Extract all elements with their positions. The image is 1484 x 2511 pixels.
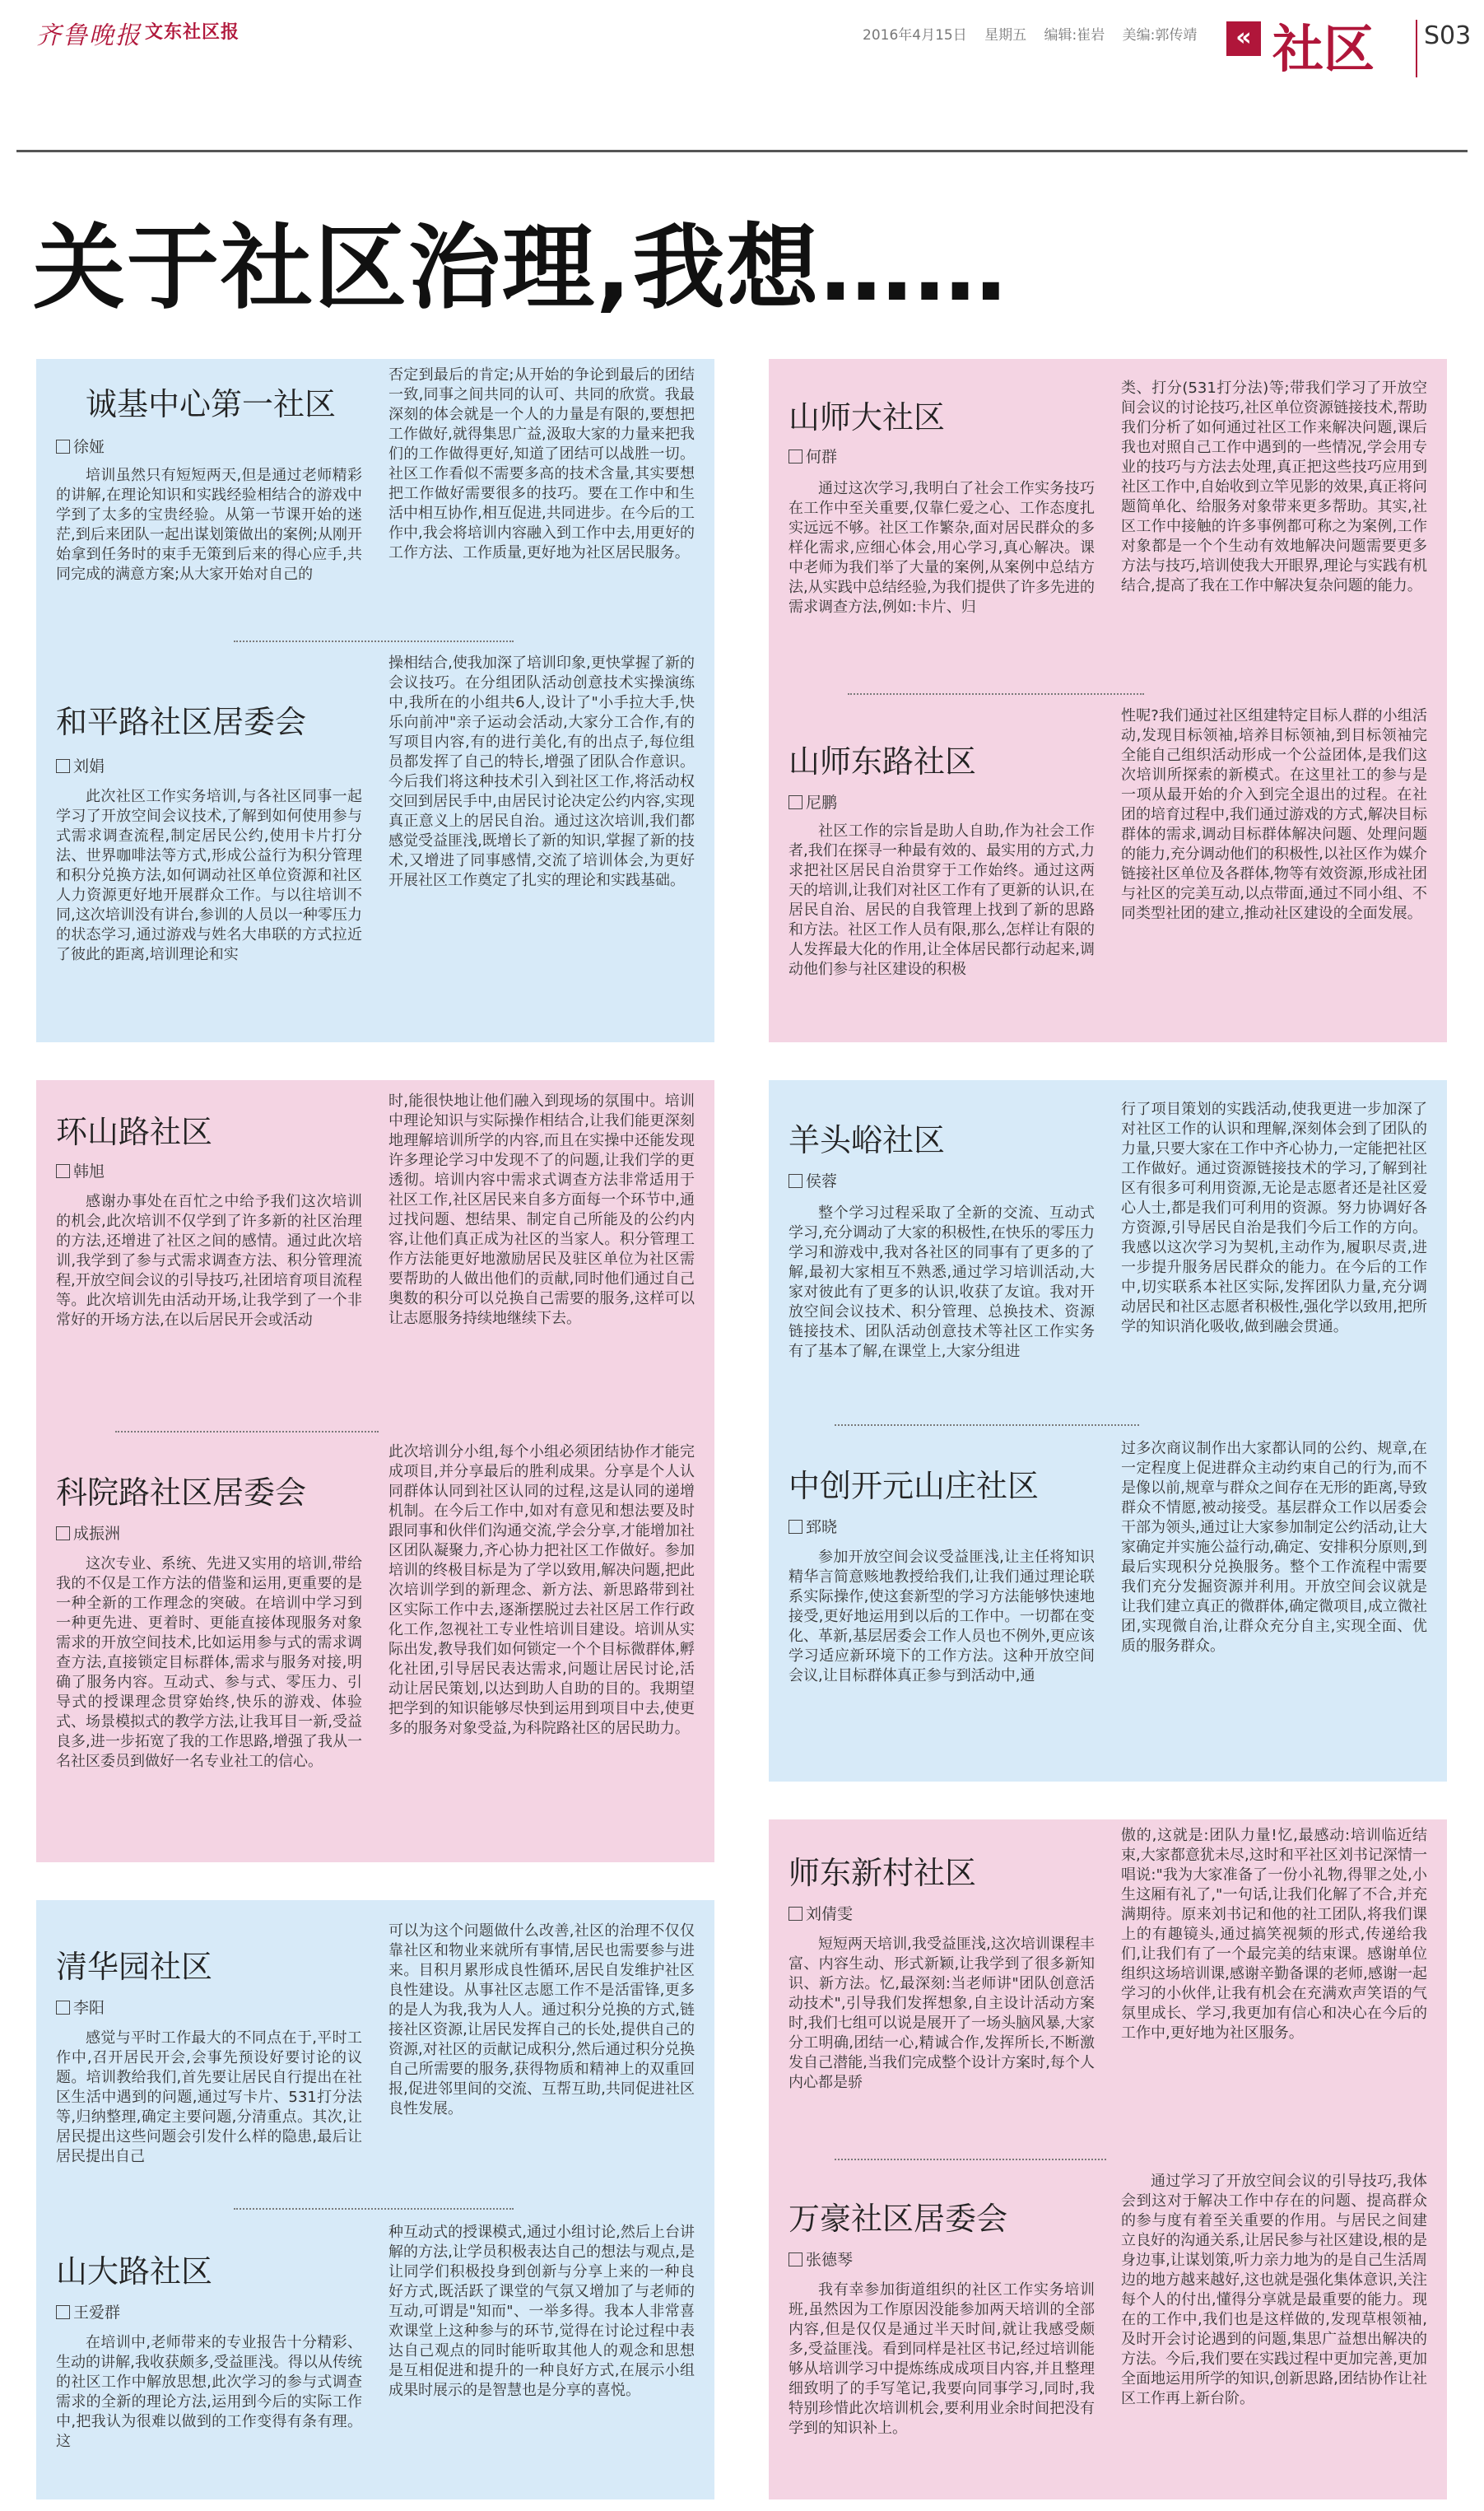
article-body-col2: 行了项目策划的实践活动,使我更进一步加深了对社区工作的认识和理解,深刻体会到了团队的力量,只要大家在工作中齐心协力,一定能把社区工作做好。通过资源链接技术的学习,了解到社区有很多可利用资源,无论是志愿者还是社区爱心人士,都是我们可利用的资源。努力协调好各方资源,引导居民自治是我们今后工作的方向。我感以这次学习为契机,主动作为,履职尽责,进一步提升服务居民群众的能力。在今后的工作中,切实联系本社区实际,发挥团队力量,充分调动居民和社区志愿者积极性,强化学以致用,把所学的知识消化吸收,做到融会贯通。 bbox=[1121, 1101, 1427, 1335]
article-author: 徐娅 bbox=[56, 435, 105, 457]
article-author: 韩旭 bbox=[56, 1159, 105, 1181]
article-author: 王爱群 bbox=[56, 2300, 120, 2322]
article-body-col1: 这次专业、系统、先进又实用的培训,带给我的不仅是工作方法的借鉴和运用,更重要的是一种全新的工作理念的突破。在培训中学习到一种更先进、更着时、更能直接体现服务对象需求的开放空间技术,比如运用参与式的需求调查方法,直接锁定目标群体,需求与服务对接,明确了服务内容。互动式、参与式、零压力、引导式的授课理念贯穿始终,快乐的游戏、体验式、场景模拟式的教学方法,让我耳目一新,受益良多,进一步拓宽了我的工作思路,增强了我从一名社区委员到做好一名专业社工的信心。 bbox=[56, 1555, 362, 1770]
article-title: 和平路社区居委会 bbox=[56, 704, 307, 740]
article-divider bbox=[835, 1424, 1139, 1426]
article-shanshidonglu bbox=[769, 705, 1447, 1039]
article-author: 刘倩雯 bbox=[789, 1902, 853, 1924]
article-title: 万豪社区居委会 bbox=[789, 2201, 1008, 2237]
header-divider bbox=[1416, 20, 1417, 77]
article-title: 清华园社区 bbox=[56, 1949, 213, 1985]
author-square-icon bbox=[56, 759, 70, 773]
article-body-col1: 参加开放空间会议受益匪浅,让主任将知识精华言简意赅地教授给我们,让我们通过理论联系实际操作,使这套新型的学习方法能够快速地接受,更好地运用到以后的工作中。一切都在变化、革新,基层居委会工作人员也不例外,更应该学习适应新环境下的工作方法。这种开放空间会议,让目标群体真正参与到活动中,通 bbox=[789, 1549, 1095, 1684]
sub-brand: 文东社区报 bbox=[145, 22, 240, 43]
article-body-col1: 培训虽然只有短短两天,但是通过老师精彩的讲解,在理论知识和实践经验相结合的游戏中学到了太多的宝贵经验。从第一节课开始的迷茫,到后来团队一起出谋划策做出的案例;从刚开始拿到任务时的束手无策到后来的得心应手,共同完成的满意方案;从大家开始对自己的 bbox=[56, 467, 362, 583]
article-body-col1: 整个学习过程采取了全新的交流、互动式学习,充分调动了大家的积极性,在快乐的零压力学习和游戏中,我对各社区的同事有了更多的了解,最初大家相互不熟悉,通过学习培训活动,大家对彼此有了更多的认识,收获了友谊。我对开放空间会议技术、积分管理、总换技术、资源链接技术、团队活动创意技术等社区工作实务有了基本了解,在课堂上,大家分组进 bbox=[789, 1204, 1095, 1360]
page-header bbox=[0, 0, 1484, 91]
article-yangtouyu bbox=[769, 1080, 1447, 1409]
article-divider bbox=[234, 641, 514, 642]
page-number: S03 bbox=[1424, 21, 1472, 50]
author-square-icon bbox=[56, 1526, 70, 1540]
article-body-col1: 感谢办事处在百忙之中给予我们这次培训的机会,此次培训不仅学到了许多新的社区治理的方法,还增进了社区之间的感情。通过此次培训,我学到了参与式需求调查方法、积分管理流程,开放空间会议的引导技巧,社团培育项目流程等。此次培训先由活动开场,让我学到了一个非常好的开场方法,在以后居民开会或活动 bbox=[56, 1193, 362, 1329]
article-body-col1: 通过这次学习,我明白了社会工作实务技巧在工作中至关重要,仅靠仁爱之心、工作态度扎实远远不够。社区工作繁杂,面对居民群众的多样化需求,应细心体会,用心学习,真心解决。课中老师为我们举了大量的案例,从案例中总结方法,从实践中总结经验,为我们提供了许多先进的需求调查方法,例如:卡片、归 bbox=[789, 480, 1095, 616]
article-author: 李阳 bbox=[56, 1996, 105, 2018]
issue-designer: 美编:郭传靖 bbox=[1122, 27, 1198, 44]
author-square-icon bbox=[789, 795, 802, 809]
article-title: 环山路社区 bbox=[56, 1114, 213, 1150]
article-body-col1: 社区工作的宗旨是助人自助,作为社会工作者,我们在探寻一种最有效的、最实用的方式,力求把社区居民自治贯穿于工作始终。通过这两天的培训,让我们对社区工作有了更新的认识,在居民自治、居民的自我管理上找到了新的思路和方法。社区工作人员有限,那么,怎样让有限的人发挥最大化的作用,让全体居民都行动起来,调动他们参与社区建设的积极 bbox=[789, 822, 1095, 978]
article-body-col2: 性呢?我们通过社区组建特定目标人群的小组活动,发现目标领袖,培养目标领袖,到目标领袖完全能自己组织活动形成一个公益团体,是我们这次培训所探索的新模式。在这里社工的参与是一项从最开始的介入到完全退出的过程。在社团的培育过程中,我们通过游戏的方式,解决目标群体的需求,调动目标群体解决问题、处理问题的能力,充分调动他们的积极性,以社区作为媒介链接社区单位及各群体,物等有效资源,形成社团与社区的完美互动,以点带面,通过不同小组、不同类型社团的建立,推动社区建设的全面发展。 bbox=[1121, 707, 1427, 922]
author-square-icon bbox=[56, 2305, 70, 2319]
article-box-6 bbox=[769, 1819, 1447, 2499]
article-wanhao bbox=[769, 2165, 1447, 2498]
article-body-col2: 此次培训分小组,每个小组必须团结协作才能完成项目,并分享最后的胜利成果。分享是个人认同群体认同到社区认同的过程,这是认同的递增机制。在今后工作中,如对有意见和想法要及时跟同事和伙伴们沟通交流,学会分享,才能增加社区团队凝聚力,齐心协力把社区工作做好。参加培训的终极目标是为了学以致用,解决问题,把此次培训学到的新理念、新方法、新思路带到社区实际工作中去,逐渐摆脱过去社区居工作行政化工作,忽视社工专业性培训目建设。培训从实际出发,教导我们如何锁定一个个目标微群体,孵化社团,引导居民表达需求,问题让居民讨论,活动让居民策划,以达到助人自助的目的。我期望把学到的知识能够尽快到运用到项目中去,使更多的服务对象受益,为科院路社区的居民助力。 bbox=[388, 1443, 695, 1737]
section-chevron-icon: « bbox=[1226, 21, 1261, 56]
article-body-col2: 时,能很快地让他们融入到现场的氛围中。培训中理论知识与实际操作相结合,让我们能更深刻地理解培训所学的内容,而且在实操中还能发现许多理论学习中发现不了的问题,让我们学的更透彻。培训内容中需求式调查方法非常适用于社区工作,社区居民来自多方面每一个环节中,通过找问题、想结果、制定自己所能及的公约内容,让他们真正成为社区的当家人。积分管理工作方法能更好地激励居民及驻区单位为社区需要帮助的人做出他们的贡献,同时他们通过自己奥数的积分可以兑换自己需要的服务,这样可以让志愿服务持续地继续下去。 bbox=[388, 1092, 695, 1327]
article-divider bbox=[115, 1431, 379, 1433]
author-square-icon bbox=[789, 1520, 802, 1534]
article-body-col2: 种互动式的授课模式,通过小组讨论,然后上台讲解的方法,让学员积极表达自己的想法与观点,是让同学们积极投身到创新与分享上来的一种良好方式,既活跃了课堂的气氛又增加了与老师的互动,可谓是"知而"、一举多得。我本人非常喜欢课堂上这种参与的环节,觉得在讨论过程中表达自己观点的同时能听取其他人的观念和思想是互相促进和提升的一种良好方式,在展示小组成果时展示的是智慧也是分享的喜悦。 bbox=[388, 2224, 695, 2399]
article-body-col2: 可以为这个问题做什么改善,社区的治理不仅仅靠社区和物业来就所有事情,居民也需要参与进来。目积月累形成良性循环,居民自发维护社区良性建设。从事社区志愿工作不是活雷锋,更多的是人为我,我为人人。通过积分兑换的方式,链接社区资源,让居民发挥自己的长处,提供自己的资源,对社区的贡献记成积分,然后通过积分兑换自己所需要的服务,获得物质和精神上的双重回报,促进邻里间的交流、互帮互助,共同促进社区良性发展。 bbox=[388, 1922, 695, 2117]
issue-editor: 编辑:崔岩 bbox=[1044, 27, 1105, 44]
issue-date: 2016年4月15日 bbox=[863, 27, 967, 44]
article-title: 科院路社区居委会 bbox=[56, 1474, 307, 1511]
article-author: 何群 bbox=[789, 445, 837, 467]
article-keyuanlu bbox=[36, 1442, 714, 1859]
article-body-col1: 此次社区工作实务培训,与各社区同事一起学习了开放空间会议技术,了解到如何使用参与式需求调查流程,制定居民公约,使用卡片打分法、世界咖啡法等方式,形成公益行为积分管理和积分兑换方法,如何调动社区单位资源和社区人力资源更好地开展群众工作。与以往培训不同,这次培训没有讲台,参训的人员以一种零压力的状态学习,通过游戏与姓名大串联的方式拉近了彼此的距离,培训理论和实 bbox=[56, 788, 362, 963]
author-square-icon bbox=[56, 440, 70, 454]
article-author: 尼鹏 bbox=[789, 790, 837, 813]
author-square-icon bbox=[789, 1907, 802, 1921]
author-square-icon bbox=[789, 1174, 802, 1188]
header-rule bbox=[16, 150, 1468, 152]
article-body-col2: 傲的,这就是:团队力量!忆,最感动:培训临近结束,大家都意犹未尽,这时和平社区刘书记深情一唱说:"我为大家准备了一份小礼物,得罪之处,小生这厢有礼了,"一句话,让我们化解了不合,并充满期待。原来刘书记和他的社工团队,将我们课上的有趣镜头,通过搞笑视频的形式,传递给我们,让我们有了一个最完美的结束课。感谢单位组织这场培训课,感谢辛勤备课的老师,感谢一起学习的小伙伴,让我有机会在充满欢声笑语的气氛里成长、学习,我更加有信心和决心在今后的工作中,更好地为社区服务。 bbox=[1121, 1827, 1427, 2042]
article-title: 山大路社区 bbox=[56, 2253, 213, 2290]
article-zhongchuang bbox=[769, 1434, 1447, 1780]
author-square-icon bbox=[789, 2252, 802, 2266]
article-author: 张德琴 bbox=[789, 2248, 853, 2270]
issue-weekday: 星期五 bbox=[984, 27, 1027, 44]
article-title: 山师东路社区 bbox=[789, 743, 977, 780]
article-title: 诚基中心第一社区 bbox=[86, 386, 337, 422]
article-shandalu bbox=[36, 2218, 714, 2498]
article-body-col2: 否定到最后的肯定;从开始的争论到最后的团结一致,同事之间共同的认可、共同的欣赏。我最深刻的体会就是一个人的力量是有限的,要想把工作做好,就得集思广益,汲取大家的力量来把我们的工作做得更好,知道了团结可以战胜一切。社区工作看似不需要多高的技术含量,其实要想把工作做好需要很多的技巧。要在工作中和生活中相互协作,相互促进,共同进步。在今后的工作中,我会将培训内容融入到工作中去,用更好的工作方法、工作质量,更好地为社区居民服务。 bbox=[388, 366, 695, 561]
article-box-3 bbox=[36, 1080, 714, 1862]
article-huanshanlu bbox=[36, 1080, 714, 1426]
issue-meta bbox=[863, 23, 1210, 44]
newspaper-logo: 齐鲁晚报 bbox=[36, 21, 142, 50]
article-body-col2: 过多次商议制作出大家都认同的公约、规章,在一定程度上促进群众主动约束自己的行为,而不是像以前,规章与群众之间存在无形的距离,导致群众不情愿,被动接受。基层群众工作以居委会干部为领头,通过让大家参加制定公约活动,让大家确定并实施公益行动,确定、安排积分原则,到最后实现积分兑换服务。整个工作流程中需要我们充分发掘资源并利用。开放空间会议就是让我们建立真正的微群体,确定微项目,成立微社团,实现微自治,让群众充分自主,实现全面、优质的服务群众。 bbox=[1121, 1440, 1427, 1655]
article-body-col1: 我有幸参加街道组织的社区工作实务培训班,虽然因为工作原因没能参加两天培训的全部内容,但是仅仅是通过半天时间,就让我感受颇多,受益匪浅。看到同样是社区书记,经过培训能够从培训学习中提炼练成成项目内容,并且整理细致明了的手写笔记,我要向同事学习,同时,我特别珍惜此次培训机会,要利用业余时间把没有学到的知识补上。 bbox=[789, 2281, 1095, 2437]
article-body-col1: 在培训中,老师带来的专业报告十分精彩、生动的讲解,我收获颇多,受益匪浅。得以从传统的社区工作中解放思想,此次学习的参与式调查需求的全新的理论方法,运用到今后的实际工作中,把我认为很难以做到的工作变得有条有理。这 bbox=[56, 2334, 362, 2450]
article-chengji bbox=[36, 359, 714, 639]
author-square-icon bbox=[56, 2001, 70, 2015]
article-divider bbox=[234, 2208, 514, 2210]
article-shidongxincun bbox=[769, 1819, 1447, 2149]
article-author: 成振洲 bbox=[56, 1521, 120, 1544]
article-title: 师东新村社区 bbox=[789, 1855, 977, 1891]
article-body-col2: 操相结合,使我加深了培训印象,更快掌握了新的会议技巧。在分组团队活动创意技术实操演练中,我所在的小组共6人,设计了"小手拉大手,快乐向前冲"亲子运动会活动,大家分工合作,有的写项目内容,有的进行美化,有的出点子,每位组员都发挥了自己的特长,增强了团队合作意识。今后我们将这种技术引入到社区工作,将活动权交回到居民手中,由居民讨论决定公约内容,实现真正意义上的居民自治。通过这次培训,我们都感觉受益匪浅,既增长了新的知识,掌握了新的技术,又增进了同事感情,交流了培训体会,为更好开展社区工作奠定了扎实的理论和实践基础。 bbox=[388, 655, 695, 889]
article-body-col1: 短短两天培训,我受益匪浅,这次培训课程丰富、内容生动、形式新颖,让我学到了很多新知识、新方法。忆,最深刻:当老师讲"团队创意活动技术",引导我们发挥想象,自主设计活动方案时,我们七组可以说是展开了一场头脑风暴,大家分工明确,团结一心,精诚合作,发挥所长,不断激发自己潜能,当我们完成整个设计方案时,每个人内心都是骄 bbox=[789, 1936, 1095, 2091]
section-name: 社区 bbox=[1272, 19, 1375, 79]
article-body-col1: 感觉与平时工作最大的不同点在于,平时工作中,召开居民开会,会事先预设好要讨论的议题。培训教给我们,首先要让居民自行提出在社区生活中遇到的问题,通过写卡片、531打分法等,归纳整理,确定主要问题,分清重点。其次,让居民提出这些问题会引发什么样的隐患,最后让居民提出自己 bbox=[56, 2029, 362, 2165]
article-shanshida bbox=[769, 359, 1447, 664]
author-square-icon bbox=[56, 1164, 70, 1178]
article-box-1 bbox=[36, 359, 714, 1042]
article-divider bbox=[848, 693, 1144, 695]
article-author: 郅晓 bbox=[789, 1515, 837, 1537]
article-author: 刘娟 bbox=[56, 754, 105, 776]
article-title: 中创开元山庄社区 bbox=[789, 1468, 1040, 1504]
page-headline: 关于社区治理,我想…… bbox=[33, 215, 1008, 322]
article-box-5 bbox=[36, 1900, 714, 2499]
article-title: 羊头峪社区 bbox=[789, 1122, 946, 1158]
article-body-col2: 通过学习了开放空间会议的引导技巧,我体会到这对于解决工作中存在的问题、提高群众的参与度有着至关重要的作用。与居民之间建立良好的沟通关系,让居民参与社区建设,根的是身边事,让谋划策,听力亲力地为的是自己生活周边的地方越来越好,这也就是强化集体意识,关注每个人的付出,懂得分享就是最重要的能力。现在的工作中,我们也是这样做的,发现草根领袖,及时开会讨论遇到的问题,集思广益想出解决的方法。今后,我们要在实践过程中更加完善,更加全面地运用所学的知识,创新思路,团结协作让社区工作再上新台阶。 bbox=[1121, 2173, 1427, 2407]
article-body-col2: 类、打分(531打分法)等;带我们学习了开放空间会议的讨论技巧,社区单位资源链接技术,帮助我们分析了如何通过社区工作来解决问题,课后我也对照自己工作中遇到的一些情况,学会用专业的技巧与方法去处理,真正把这些技巧应用到社区工作中,自始收到立竿见影的效果,真正将问题简单化、给服务对象带来更多帮助。其实,社区工作中接触的许多事例都可称之为案例,工作对象都是一个个生动有效地解决问题需要更多方法与技巧,培训使我大开眼界,理论与实践有机结合,提高了我在工作中解决复杂问题的能力。 bbox=[1121, 380, 1427, 594]
article-qinghuayuan bbox=[36, 1900, 714, 2192]
article-hepinglu bbox=[36, 647, 714, 1039]
article-author: 侯蓉 bbox=[789, 1169, 837, 1191]
author-square-icon bbox=[789, 450, 802, 464]
article-title: 山师大社区 bbox=[789, 399, 946, 436]
article-box-2 bbox=[769, 359, 1447, 1042]
article-divider bbox=[835, 2159, 1106, 2160]
article-box-4 bbox=[769, 1080, 1447, 1782]
